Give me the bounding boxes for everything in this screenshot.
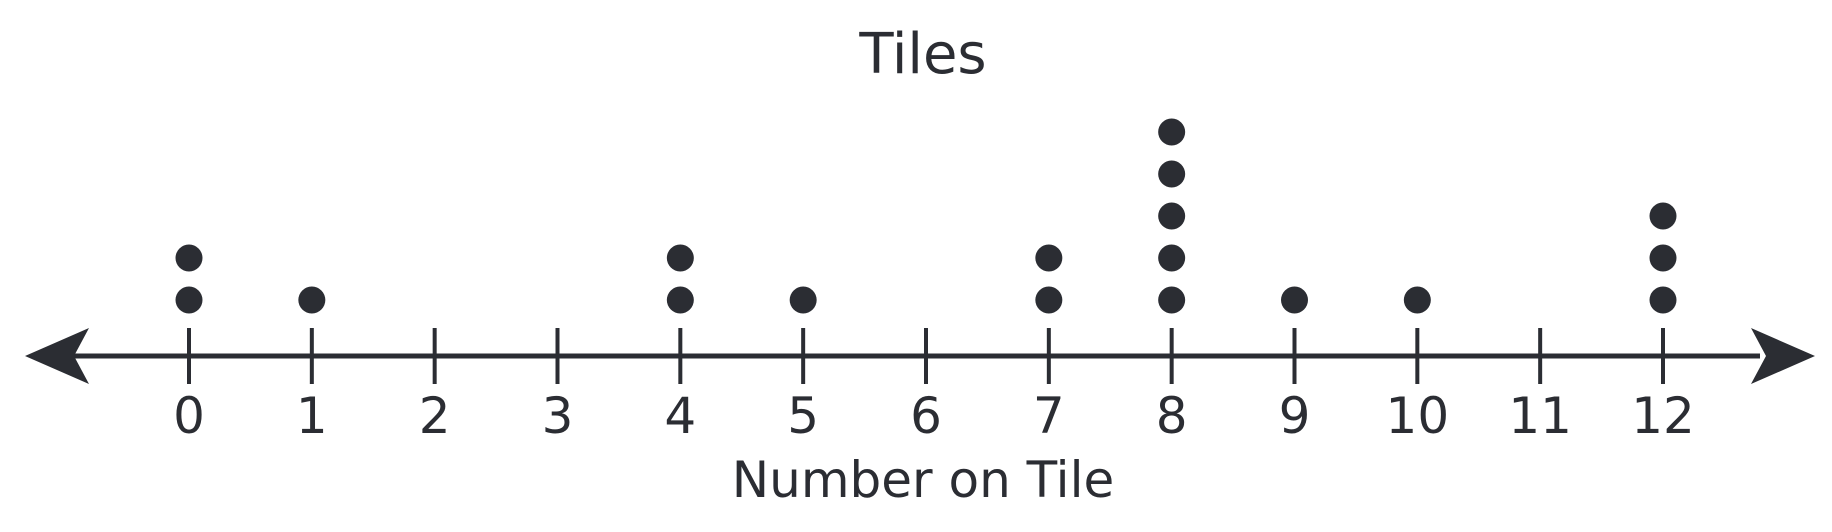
data-dot-0-1 [176, 287, 203, 314]
data-dot-12-3 [1650, 203, 1677, 230]
tick-label-4: 4 [664, 387, 697, 445]
tick-label-2: 2 [418, 387, 451, 445]
tick-label-6: 6 [910, 387, 942, 445]
data-dot-4-2 [667, 245, 694, 272]
data-dot-5-1 [790, 287, 817, 314]
data-dot-10-1 [1404, 287, 1431, 314]
tick-labels [173, 387, 1695, 445]
tick-label-10: 10 [1385, 387, 1450, 445]
data-dot-1-1 [298, 287, 325, 314]
data-dot-12-1 [1650, 287, 1677, 314]
data-dot-0-2 [176, 245, 203, 272]
tick-label-5: 5 [787, 387, 820, 445]
x-axis-label: Number on Tile [731, 451, 1115, 509]
tick-label-12: 12 [1631, 387, 1695, 445]
data-dot-8-2 [1158, 245, 1185, 272]
data-dot-8-5 [1158, 119, 1185, 146]
tick-label-7: 7 [1032, 387, 1065, 445]
data-dot-7-1 [1035, 287, 1062, 314]
data-dot-12-2 [1650, 245, 1677, 272]
data-dot-8-3 [1158, 203, 1185, 230]
tick-label-8: 8 [1155, 387, 1188, 445]
data-dot-8-4 [1158, 161, 1185, 188]
tick-label-11: 11 [1508, 387, 1572, 445]
tick-label-3: 3 [541, 387, 574, 445]
data-dots [176, 119, 1677, 314]
tick-label-9: 9 [1278, 387, 1311, 445]
chart-title: Tiles [859, 22, 987, 87]
data-dot-9-1 [1281, 287, 1308, 314]
tick-label-1: 1 [295, 387, 328, 445]
tick-label-0: 0 [173, 387, 205, 445]
data-dot-8-1 [1158, 287, 1185, 314]
data-dot-4-1 [667, 287, 694, 314]
right-arrow-icon [1751, 328, 1815, 384]
data-dot-7-2 [1035, 245, 1062, 272]
